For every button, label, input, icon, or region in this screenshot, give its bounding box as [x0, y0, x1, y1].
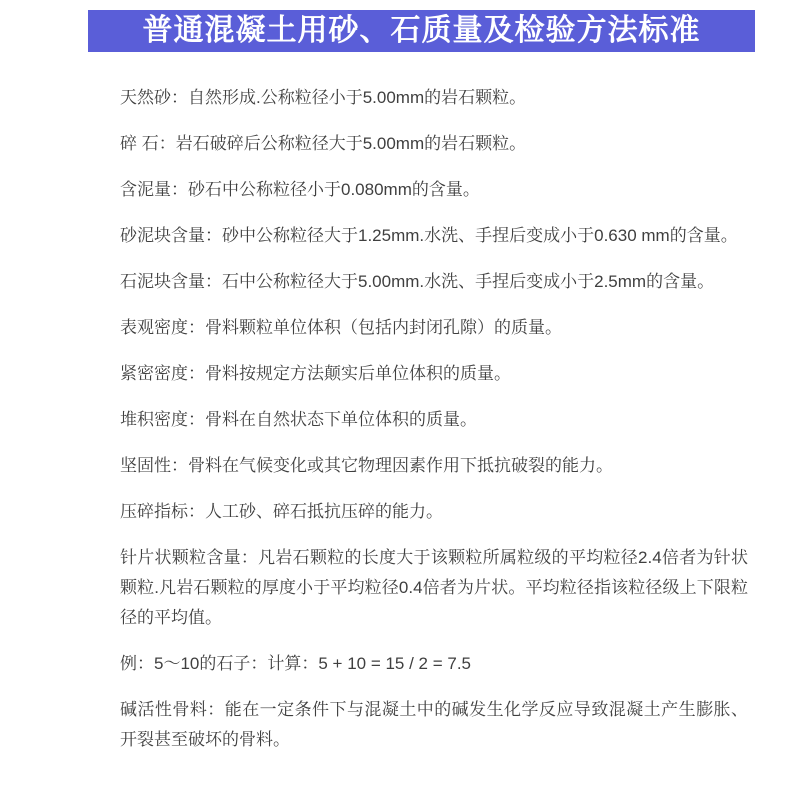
- page-title: 普通混凝土用砂、石质量及检验方法标准: [88, 10, 755, 52]
- example-calculation: 例：5～10的石子：计算：5 + 10 = 15 / 2 = 7.5: [120, 654, 472, 673]
- definition-flaky-elongated-particle-content: 针片状颗粒含量：凡岩石颗粒的长度大于该颗粒所属粒级的平均粒径2.4倍者为针状颗粒.凡岩石颗粒的厚度小于平均粒径0.4倍者为片状。平均粒径指该粒径级上下限粒径的平均值。: [120, 548, 748, 627]
- definition-bulk-density: 堆积密度：骨料在自然状态下单位体积的质量。: [120, 410, 477, 429]
- definition-natural-sand: 天然砂：自然形成.公称粒径小于5.00mm的岩石颗粒。: [120, 88, 527, 107]
- definitions-list: [120, 83, 748, 755]
- document-page: [0, 10, 800, 810]
- definition-crushed-stone: 碎 石：岩石破碎后公称粒径大于5.00mm的岩石颗粒。: [120, 134, 527, 153]
- definition-alkali-reactive-aggregate: 碱活性骨料：能在一定条件下与混凝土中的碱发生化学反应导致混凝土产生膨胀、开裂甚至破坏的骨料。: [120, 700, 748, 749]
- definition-crushing-index: 压碎指标：人工砂、碎石抵抗压碎的能力。: [120, 502, 443, 521]
- definition-stone-clay-lump-content: 石泥块含量：石中公称粒径大于5.00mm.水洗、手捏后变成小于2.5mm的含量。: [120, 272, 715, 291]
- definition-apparent-density: 表观密度：骨料颗粒单位体积（包括内封闭孔隙）的质量。: [120, 318, 562, 337]
- definition-sand-clay-lump-content: 砂泥块含量：砂中公称粒径大于1.25mm.水洗、手捏后变成小于0.630 mm的含量。: [120, 226, 738, 245]
- definition-clay-content: 含泥量：砂石中公称粒径小于0.080mm的含量。: [120, 180, 480, 199]
- definition-tapped-density: 紧密密度：骨料按规定方法颠实后单位体积的质量。: [120, 364, 511, 383]
- definition-soundness: 坚固性：骨料在气候变化或其它物理因素作用下抵抗破裂的能力。: [120, 456, 613, 475]
